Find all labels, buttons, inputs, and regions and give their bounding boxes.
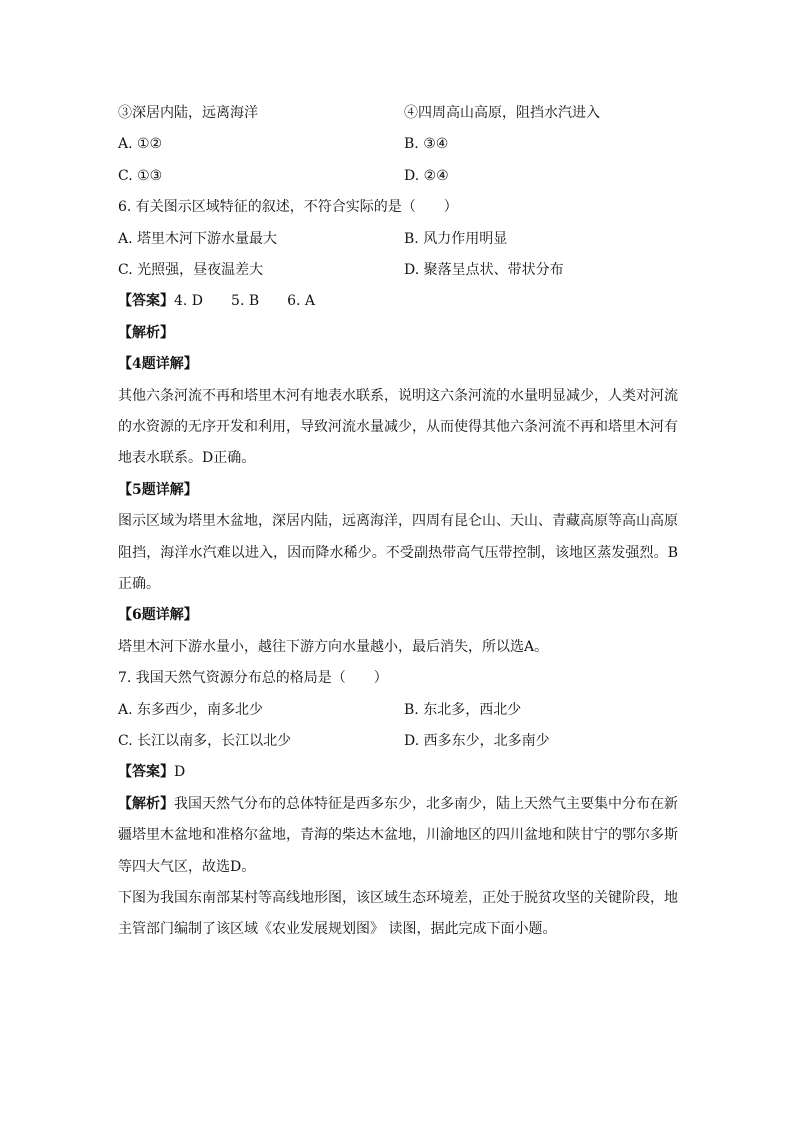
- q5-choice-row-1: [118, 129, 678, 160]
- answer-line: [118, 286, 678, 317]
- statement-3: ③深居内陆，远离海洋: [118, 105, 258, 121]
- q5-detail-label: 【5题详解】: [118, 481, 198, 498]
- q6-choice-b: B. 风力作用明显: [404, 230, 508, 247]
- q5-choice-d: D. ②④: [404, 167, 449, 184]
- q6-choice-a: A. 塔里木河下游水量最大: [118, 230, 278, 247]
- q5-choice-b: B. ③④: [404, 136, 449, 153]
- q6-detail-label: 【6题详解】: [118, 607, 198, 624]
- q4-detail-text: 其他六条河流不再和塔里木河有地表水联系，说明这六条河流的水量明显减少，人类对河流的水资源的无序开发和利用，导致河流水量减少，从而使得其他六条河流不再和塔里木河有地表水联系。D正确。: [118, 387, 678, 467]
- q6-stem: 6. 有关图示区域特征的叙述，不符合实际的是（ ）: [118, 199, 458, 216]
- q5-choice-c: C. ①③: [118, 167, 163, 184]
- next-question-intro: 下图为我国东南部某村等高线地形图，该区域生态环境差，正处于脱贫攻坚的关键阶段，地主管部门编制了该区域《农业发展规划图》 读图，据此完成下面小题。: [118, 889, 678, 938]
- answer-text: 4. D 5. B 6. A: [174, 293, 316, 310]
- q5-choice-a: A. ①②: [118, 136, 163, 153]
- q7-analysis: [118, 789, 678, 883]
- q6-detail-text: 塔里木河下游水量小，越往下游方向水量越小，最后消失，所以选A。: [118, 638, 549, 655]
- answer-label: 【答案】: [118, 293, 174, 310]
- q5-detail-text: 图示区域为塔里木盆地，深居内陆，远离海洋，四周有昆仑山、天山、青藏高原等高山高原阻挡，海洋水汽难以进入，因而降水稀少。不受副热带高气压带控制，该地区蒸发强烈。B正确。: [118, 513, 678, 592]
- q7-choice-c: C. 长江以南多，长江以北少: [118, 732, 292, 749]
- analysis-label: 【解析】: [118, 324, 174, 341]
- q4-detail-label: 【4题详解】: [118, 356, 198, 373]
- statement-4: ④四周高山高原，阻挡水汽进入: [404, 105, 600, 121]
- q7-choice-row-2: [118, 726, 678, 757]
- q6-choice-row-1: [118, 224, 678, 255]
- q5-statement-row: [118, 98, 678, 129]
- q6-choice-c: C. 光照强，昼夜温差大: [118, 261, 264, 278]
- q7-choice-d: D. 西多东少，北多南少: [404, 732, 550, 749]
- q6-choice-row-2: [118, 255, 678, 286]
- q7-stem: 7. 我国天然气资源分布总的格局是（ ）: [118, 670, 388, 687]
- q6-choice-d: D. 聚落呈点状、带状分布: [404, 261, 564, 278]
- q7-answer-text: D: [174, 764, 186, 781]
- document-page: [118, 98, 678, 946]
- q7-analysis-text: 我国天然气分布的总体特征是西多东少，北多南少，陆上天然气主要集中分布在新疆塔里木盆地和准格尔盆地，青海的柴达木盆地，川渝地区的四川盆地和陕甘宁的鄂尔多斯等四大气区，故选D。: [118, 795, 678, 875]
- q7-analysis-label: 【解析】: [118, 795, 174, 812]
- q7-choice-a: A. 东多西少，南多北少: [118, 701, 264, 718]
- q7-choice-b: B. 东北多，西北少: [404, 701, 522, 718]
- q7-choice-row-1: [118, 695, 678, 726]
- q5-choice-row-2: [118, 161, 678, 192]
- q7-answer-line: [118, 757, 678, 788]
- q7-answer-label: 【答案】: [118, 764, 174, 781]
